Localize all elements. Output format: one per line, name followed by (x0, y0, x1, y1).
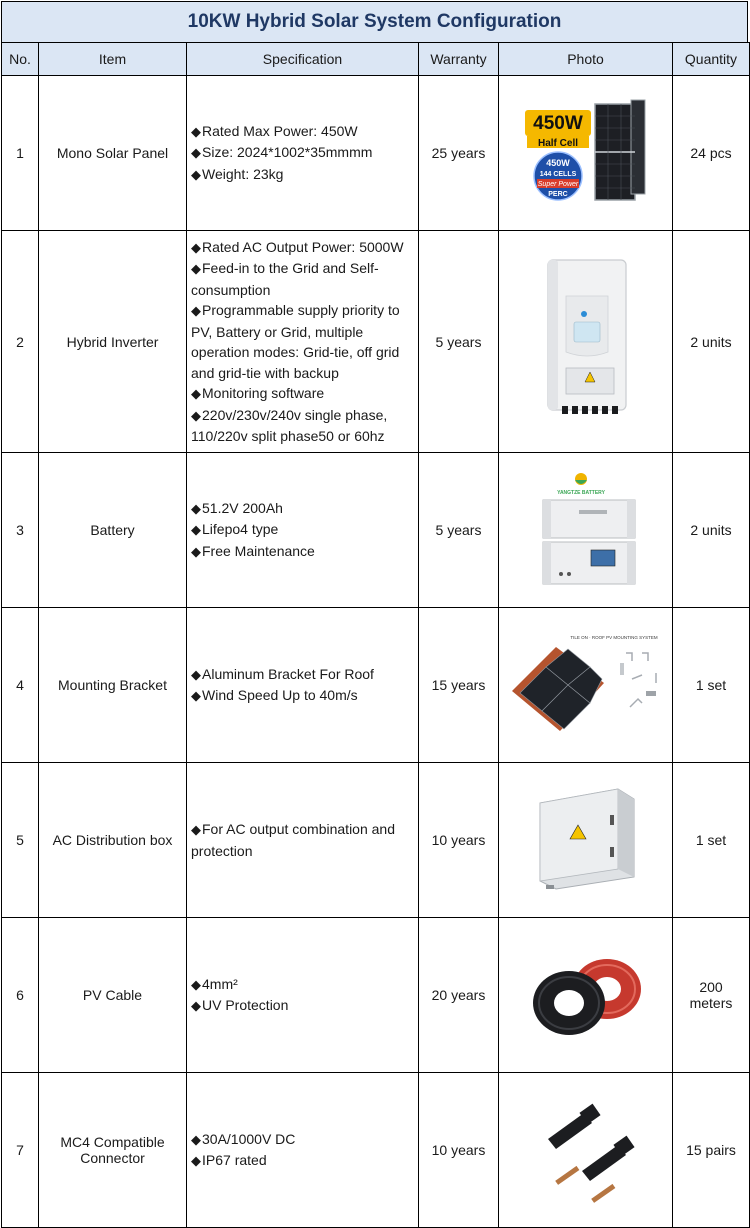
solar-panel-photo (499, 76, 673, 231)
spec-line: ◆Monitoring software (191, 385, 325, 401)
quantity: 1 set (673, 608, 750, 763)
quantity: 200 meters (673, 918, 750, 1073)
quantity: 2 units (673, 453, 750, 608)
specification (187, 918, 419, 1073)
row-number: 2 (2, 231, 39, 453)
header-specification: Specification (187, 43, 419, 76)
header-no: No. (2, 43, 39, 76)
row-number: 7 (2, 1073, 39, 1228)
warranty: 5 years (419, 453, 499, 608)
inverter-photo (499, 231, 673, 453)
panel-power-label: 450W (532, 113, 583, 134)
badge-power: 450W (545, 158, 570, 168)
warranty: 10 years (419, 763, 499, 918)
badge-cells: 144 CELLS (539, 171, 576, 178)
spec-line: ◆4mm² (191, 975, 238, 992)
spec-line: ◆UV Protection (191, 997, 289, 1013)
item-name: Battery (39, 453, 187, 608)
configuration-table (1, 42, 750, 1228)
mc4-connector-photo (499, 1073, 673, 1228)
spec-line: ◆220v/230v/240v single phase, 110/220v split phase50 or 60hz (191, 406, 388, 444)
header-warranty: Warranty (419, 43, 499, 76)
spec-line: ◆IP67 rated (191, 1152, 267, 1168)
row-number: 4 (2, 608, 39, 763)
item-name: Mounting Bracket (39, 608, 187, 763)
item-name: MC4 Compatible Connector (39, 1073, 187, 1228)
row-number: 3 (2, 453, 39, 608)
table-row (2, 763, 750, 918)
quantity: 24 pcs (673, 76, 750, 231)
spec-line: ◆Feed-in to the Grid and Self-consumption (191, 260, 379, 298)
spec-line: ◆Free Maintenance (191, 542, 315, 559)
table-row (2, 231, 750, 453)
spec-line: ◆Weight: 23kg (191, 165, 284, 182)
distribution-box-image (526, 785, 646, 895)
row-number: 5 (2, 763, 39, 918)
mounting-bracket-photo (499, 608, 673, 763)
page-title: 10KW Hybrid Solar System Configuration (1, 1, 748, 43)
half-cell-label: Half Cell (537, 138, 578, 149)
quantity: 2 units (673, 231, 750, 453)
table-header-row (2, 43, 750, 76)
specification (187, 453, 419, 608)
quantity: 15 pairs (673, 1073, 750, 1228)
specification (187, 763, 419, 918)
pv-cable-photo (499, 918, 673, 1073)
pv-cable-image (521, 945, 651, 1045)
battery-photo (499, 453, 673, 608)
badge-super-power: Super Power (537, 181, 578, 188)
header-photo: Photo (499, 43, 673, 76)
solar-panel-image (521, 98, 651, 208)
spec-line: ◆Lifepo4 type (191, 521, 279, 538)
distribution-box-photo (499, 763, 673, 918)
black-cable-coil (533, 971, 605, 1035)
warranty: 10 years (419, 1073, 499, 1228)
spec-line: ◆Aluminum Bracket For Roof (191, 665, 374, 682)
panel-graphic (595, 100, 645, 200)
battery-brand: YANGTZE BATTERY (556, 490, 605, 496)
inverter-image (536, 256, 636, 428)
spec-line: ◆51.2V 200Ah (191, 499, 283, 516)
warranty: 15 years (419, 608, 499, 763)
spec-line: ◆Wind Speed Up to 40m/s (191, 687, 358, 703)
specification (187, 76, 419, 231)
specification (187, 1073, 419, 1228)
item-name: Mono Solar Panel (39, 76, 187, 231)
quantity: 1 set (673, 763, 750, 918)
mounting-bracket-image (506, 631, 666, 739)
warranty: 25 years (419, 76, 499, 231)
spec-line: ◆30A/1000V DC (191, 1130, 296, 1147)
item-name: Hybrid Inverter (39, 231, 187, 453)
item-name: AC Distribution box (39, 763, 187, 918)
spec-line: ◆Rated Max Power: 450W (191, 122, 358, 139)
warranty: 5 years (419, 231, 499, 453)
battery-image (531, 470, 641, 590)
spec-line: ◆Size: 2024*1002*35mmmm (191, 144, 373, 161)
specification (187, 231, 419, 453)
table-row (2, 453, 750, 608)
item-name: PV Cable (39, 918, 187, 1073)
spec-line: ◆Rated AC Output Power: 5000W (191, 238, 404, 255)
spec-line: ◆Programmable supply priority to PV, Battery or Grid, multiple operation modes: Grid-tie, off grid and grid-tie with backup (191, 302, 400, 381)
spec-line: ◆For AC output combination and protection (191, 821, 396, 859)
header-item: Item (39, 43, 187, 76)
row-number: 1 (2, 76, 39, 231)
table-row (2, 1073, 750, 1228)
header-quantity: Quantity (673, 43, 750, 76)
table-row (2, 76, 750, 231)
battery-unit-top (543, 500, 635, 538)
battery-unit-bottom (543, 542, 635, 584)
badge-perc: PERC (547, 191, 568, 198)
bracket-caption: TILE ON · ROOF PV MOUNTING SYSTEM (569, 635, 658, 640)
table-row (2, 918, 750, 1073)
warranty: 20 years (419, 918, 499, 1073)
specification (187, 608, 419, 763)
row-number: 6 (2, 918, 39, 1073)
table-row (2, 608, 750, 763)
mc4-connector-image (526, 1095, 646, 1205)
